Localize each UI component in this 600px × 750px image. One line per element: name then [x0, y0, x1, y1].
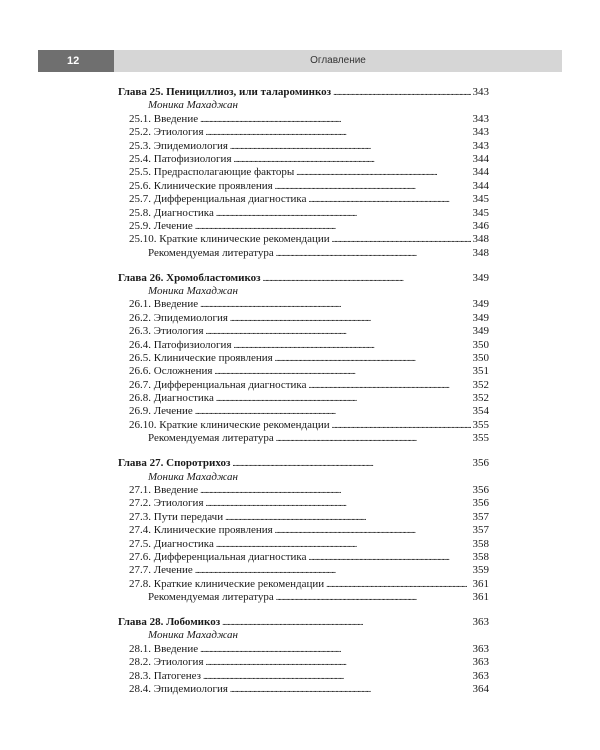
section-number: 26.8. — [129, 392, 151, 405]
section-title: Введение — [153, 298, 199, 311]
dot-leader — [309, 551, 471, 564]
section-title: Этиология — [153, 126, 204, 139]
toc-entry — [118, 551, 489, 564]
toc-entry — [118, 220, 489, 233]
section-number: 27.4. — [129, 524, 151, 537]
dot-leader — [326, 578, 470, 591]
references-entry — [118, 432, 489, 445]
section-title: Клинические проявления — [153, 524, 273, 537]
section-page: 364 — [472, 682, 489, 695]
section-title: Дифференциальная диагностика — [153, 550, 307, 563]
toc-entry — [118, 193, 489, 206]
section-number: 28.4. — [129, 682, 151, 695]
section-page: 352 — [472, 392, 489, 405]
section-number: 27.2. — [129, 497, 151, 510]
section-title: Краткие клинические рекомендации — [153, 577, 325, 590]
chapter-author: Моника Махаджан — [148, 99, 238, 112]
section-page: 344 — [472, 152, 489, 165]
section-page: 350 — [472, 351, 489, 364]
chapter-title: Глава 25. Пенициллиоз, или талароминкоз — [118, 86, 332, 98]
section-page: 352 — [472, 378, 489, 391]
section-page: 348 — [472, 233, 489, 246]
section-page: 363 — [472, 656, 489, 669]
dot-leader — [333, 86, 470, 99]
section-title: Осложнения — [153, 365, 213, 378]
toc-entry — [118, 564, 489, 577]
section-page: 358 — [472, 537, 489, 550]
toc-entry — [118, 511, 489, 524]
section-number: 26.2. — [129, 311, 151, 324]
dot-leader — [216, 392, 471, 405]
dot-leader — [206, 497, 471, 510]
section-page: 356 — [472, 497, 489, 510]
toc-entry — [118, 683, 489, 696]
section-page: 358 — [472, 550, 489, 563]
dot-leader — [230, 140, 471, 153]
dot-leader — [222, 616, 470, 629]
toc-entry — [118, 153, 489, 166]
chapter-page: 356 — [472, 457, 489, 470]
section-title: Введение — [153, 642, 199, 655]
toc-entry — [118, 298, 489, 311]
section-title: Эпидемиология — [153, 139, 228, 152]
section-page: 344 — [472, 166, 489, 179]
section-number: 26.3. — [129, 325, 151, 338]
dot-leader — [200, 643, 470, 656]
section-page: 361 — [472, 577, 489, 590]
section-number: 26.5. — [129, 351, 151, 364]
section-page: 345 — [472, 206, 489, 219]
section-page: 344 — [472, 179, 489, 192]
section-number: 25.3. — [129, 139, 151, 152]
section-page: 343 — [472, 112, 489, 125]
section-title: Пути передачи — [153, 510, 224, 523]
references-entry — [118, 591, 489, 604]
toc-entry — [118, 643, 489, 656]
toc-entry — [118, 113, 489, 126]
dot-leader — [275, 352, 471, 365]
dot-leader — [200, 484, 470, 497]
dot-leader — [230, 683, 471, 696]
toc-entry — [118, 352, 489, 365]
dot-leader — [206, 325, 471, 338]
dot-leader — [206, 126, 471, 139]
section-page: 343 — [472, 126, 489, 139]
toc-entry — [118, 207, 489, 220]
references-title: Рекомендуемая литература — [148, 591, 274, 604]
chapter-author: Моника Махаджан — [148, 284, 238, 297]
section-title: Эпидемиология — [153, 311, 228, 324]
section-number: 27.3. — [129, 510, 151, 523]
chapter-title: Глава 28. Лобомикоз — [118, 615, 221, 628]
section-title: Патогенез — [153, 669, 201, 682]
section-page: 345 — [472, 193, 489, 206]
dot-leader — [276, 591, 471, 604]
section-page: 349 — [472, 325, 489, 338]
section-page: 349 — [472, 298, 489, 311]
chapter-title-row — [118, 272, 489, 285]
toc-entry — [118, 524, 489, 537]
chapter-author: Моника Махаджан — [148, 470, 238, 483]
section-title: Этиология — [153, 656, 204, 669]
section-number: 25.9. — [129, 219, 151, 232]
dot-leader — [216, 538, 471, 551]
dot-leader — [275, 524, 471, 537]
section-number: 28.1. — [129, 642, 151, 655]
section-number: 26.10. — [129, 418, 157, 431]
dot-leader — [276, 247, 471, 260]
section-number: 27.1. — [129, 483, 151, 496]
section-number: 25.5. — [129, 166, 151, 179]
chapter-page: 343 — [472, 86, 489, 98]
section-page: 346 — [472, 219, 489, 232]
section-title: Дифференциальная диагностика — [153, 193, 307, 206]
toc-entry — [118, 180, 489, 193]
toc-entry — [118, 365, 489, 378]
section-number: 25.2. — [129, 126, 151, 139]
section-number: 28.2. — [129, 656, 151, 669]
section-page: 363 — [472, 642, 489, 655]
references-page: 355 — [472, 432, 489, 445]
chapter-block — [118, 616, 489, 696]
section-title: Лечение — [153, 564, 193, 577]
toc-entry — [118, 233, 489, 246]
section-number: 26.7. — [129, 378, 151, 391]
dot-leader — [309, 379, 471, 392]
section-title: Этиология — [153, 325, 204, 338]
toc-entry — [118, 497, 489, 510]
dot-leader — [263, 272, 471, 285]
section-page: 350 — [472, 338, 489, 351]
section-number: 25.8. — [129, 206, 151, 219]
section-page: 355 — [472, 418, 489, 431]
section-page: 356 — [472, 483, 489, 496]
dot-leader — [332, 419, 471, 432]
section-title: Краткие клинические рекомендации — [159, 233, 330, 246]
section-number: 27.5. — [129, 537, 151, 550]
toc-entry — [118, 339, 489, 352]
dot-leader — [215, 365, 471, 378]
running-title: Оглавление — [114, 50, 562, 72]
dot-leader — [195, 564, 471, 577]
dot-leader — [195, 220, 471, 233]
toc-entry — [118, 405, 489, 418]
section-page: 363 — [472, 669, 489, 682]
page-number: 12 — [38, 50, 114, 72]
section-title: Этиология — [153, 497, 204, 510]
section-title: Диагностика — [153, 537, 214, 550]
section-page: 357 — [472, 524, 489, 537]
section-title: Предрасполагающие факторы — [153, 166, 295, 179]
dot-leader — [275, 180, 471, 193]
section-title: Патофизиология — [153, 338, 232, 351]
section-title: Лечение — [153, 405, 193, 418]
section-title: Диагностика — [153, 392, 214, 405]
section-title: Введение — [153, 483, 199, 496]
chapter-title-row — [118, 86, 489, 99]
section-number: 27.7. — [129, 564, 151, 577]
dot-leader — [309, 193, 471, 206]
section-title: Лечение — [153, 219, 193, 232]
section-title: Патофизиология — [153, 152, 232, 165]
section-number: 26.6. — [129, 365, 151, 378]
section-title: Введение — [153, 112, 199, 125]
toc-entry — [118, 538, 489, 551]
toc-entry — [118, 379, 489, 392]
table-of-contents — [118, 86, 489, 708]
references-page: 348 — [472, 246, 489, 259]
references-title: Рекомендуемая литература — [148, 246, 274, 259]
section-page: 354 — [472, 405, 489, 418]
section-number: 26.4. — [129, 338, 151, 351]
toc-entry — [118, 670, 489, 683]
toc-entry — [118, 140, 489, 153]
dot-leader — [296, 166, 470, 179]
section-title: Дифференциальная диагностика — [153, 378, 307, 391]
section-number: 26.1. — [129, 298, 151, 311]
toc-entry — [118, 126, 489, 139]
dot-leader — [200, 113, 470, 126]
toc-entry — [118, 419, 489, 432]
dot-leader — [203, 670, 471, 683]
dot-leader — [225, 511, 470, 524]
dot-leader — [206, 656, 471, 669]
section-title: Клинические проявления — [153, 179, 273, 192]
section-page: 359 — [472, 564, 489, 577]
toc-entry — [118, 312, 489, 325]
toc-entry — [118, 392, 489, 405]
references-title: Рекомендуемая литература — [148, 432, 274, 445]
dot-leader — [230, 312, 471, 325]
toc-entry — [118, 325, 489, 338]
dot-leader — [234, 339, 471, 352]
section-page: 349 — [472, 311, 489, 324]
chapter-title-row — [118, 457, 489, 470]
dot-leader — [200, 298, 470, 311]
section-number: 25.1. — [129, 112, 151, 125]
section-page: 357 — [472, 510, 489, 523]
section-number: 27.8. — [129, 577, 151, 590]
section-number: 26.9. — [129, 405, 151, 418]
dot-leader — [234, 153, 471, 166]
section-title: Краткие клинические рекомендации — [159, 418, 330, 431]
chapter-title: Глава 26. Хромобластомикоз — [118, 271, 261, 284]
section-number: 27.6. — [129, 550, 151, 563]
section-page: 343 — [472, 139, 489, 152]
section-title: Диагностика — [153, 206, 214, 219]
section-number: 25.4. — [129, 152, 151, 165]
chapter-page: 363 — [472, 615, 489, 628]
dot-leader — [232, 457, 470, 470]
references-entry — [118, 247, 489, 260]
chapter-title-row — [118, 616, 489, 629]
toc-entry — [118, 166, 489, 179]
toc-entry — [118, 656, 489, 669]
section-title: Клинические проявления — [153, 351, 273, 364]
section-number: 25.6. — [129, 179, 151, 192]
chapter-block — [118, 86, 489, 260]
chapter-block — [118, 272, 489, 446]
toc-entry — [118, 484, 489, 497]
chapter-title: Глава 27. Споротрихоз — [118, 457, 231, 470]
running-header — [38, 50, 562, 72]
section-title: Эпидемиология — [153, 682, 228, 695]
section-number: 28.3. — [129, 669, 151, 682]
section-page: 351 — [472, 365, 489, 378]
chapter-block — [118, 457, 489, 604]
dot-leader — [332, 233, 471, 246]
references-page: 361 — [472, 591, 489, 604]
dot-leader — [276, 432, 471, 445]
toc-entry — [118, 578, 489, 591]
dot-leader — [195, 405, 471, 418]
chapter-page: 349 — [472, 271, 489, 284]
section-number: 25.10. — [129, 233, 157, 246]
chapter-author: Моника Махаджан — [148, 629, 238, 642]
section-number: 25.7. — [129, 193, 151, 206]
dot-leader — [216, 207, 471, 220]
